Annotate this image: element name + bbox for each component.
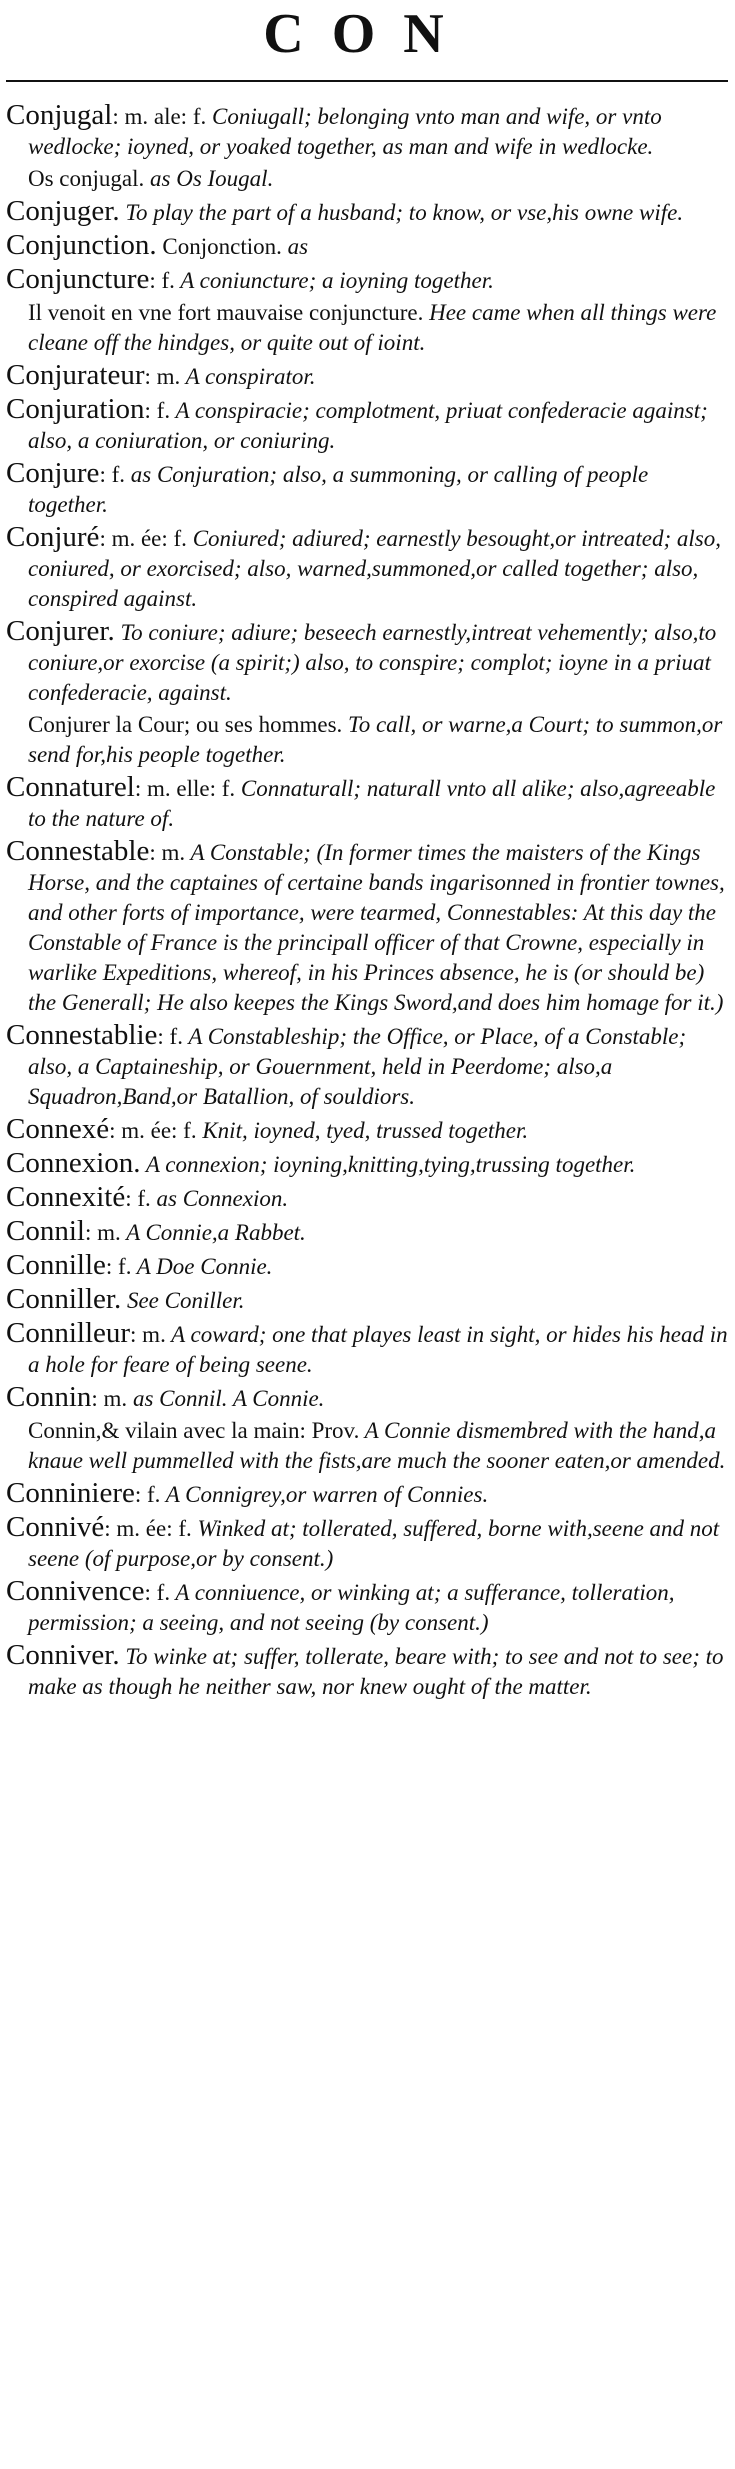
example-phrase: Conjonction. (156, 234, 282, 259)
dictionary-entry (6, 1640, 728, 1702)
example-phrase: Os conjugal. (28, 166, 145, 191)
grammar-note: : f. (105, 1254, 132, 1279)
sub-entry (6, 298, 728, 358)
dictionary-entry (6, 1478, 728, 1510)
translation: To call, or warne,a Court; to summon,or send for,his people together. (28, 712, 723, 767)
translation: A conniuence, or winking at; a sufferance, tolleration, permission; a seeing, and not seeing (by consent.) (28, 1580, 675, 1635)
translation: as Connil. A Connie. (127, 1386, 325, 1411)
translation: as Conjuration; also, a summoning, or calling of people together. (28, 462, 649, 517)
headword: Connilleur (6, 1317, 131, 1349)
grammar-note: : m. elle: f. (134, 776, 236, 801)
translation: Hee came when all things were cleane off the hindges, or quite out of ioint. (28, 300, 717, 355)
headword: Conjuncture (6, 263, 150, 295)
grammar-note: : f. (149, 268, 175, 293)
translation: as (281, 234, 309, 259)
grammar-note: : m. (149, 840, 186, 865)
entry-list (6, 100, 728, 1704)
translation: A Constableship; the Office, or Place, of a Constable; also, a Captaineship, or Gouernment, held in Peerdome; also,a Squadron,Band,or Batallion, of souldiors. (28, 1024, 687, 1109)
sub-entry (6, 164, 728, 194)
dictionary-entry (6, 100, 728, 162)
translation: A Doe Connie. (131, 1254, 273, 1279)
example-phrase: Il venoit en vne fort mauvaise conjuncture. (28, 300, 424, 325)
translation: Knit, ioyned, tyed, trussed together. (196, 1118, 529, 1143)
dictionary-entry (6, 1114, 728, 1146)
translation: A conspirator. (180, 364, 316, 389)
headword: Connivence (6, 1575, 145, 1607)
dictionary-entry (6, 1284, 728, 1316)
headword: Connexion. (6, 1147, 141, 1179)
dictionary-entry (6, 1020, 728, 1112)
sub-entry (6, 710, 728, 770)
headword: Connivé (6, 1511, 105, 1543)
headword: Conjunction. (6, 229, 157, 261)
dictionary-entry (6, 772, 728, 834)
headword: Conjurer. (6, 615, 115, 647)
headword: Connestable (6, 835, 150, 867)
header-rule (6, 80, 728, 82)
translation: A Constable; (In former times the maisters of the Kings Horse, and the captaines of certaine bands ingarisonned in frontier townes, and other forts of importance, were tearmed, Connestables: At this day the Constable of France is the principall officer of that Crowne, especially in warlike Expeditions, whereof, in his Princes absence, he is (or should be) the Generall; He also keepes the Kings Sword,and does him homage for it.) (28, 840, 725, 1015)
headword: Conniver. (6, 1639, 120, 1671)
translation: A Connie,a Rabbet. (120, 1220, 306, 1245)
translation: Coniugall; belonging vnto man and wife, or vnto wedlocke; ioyned, or yoaked together, as man and wife in wedlocke. (28, 104, 662, 159)
dictionary-entry (6, 616, 728, 708)
dictionary-entry (6, 196, 728, 228)
translation: To winke at; suffer, tollerate, beare with; to see and not to see; to make as though he neither saw, nor knew ought of the matter. (28, 1644, 724, 1699)
dictionary-entry (6, 1182, 728, 1214)
dictionary-entry (6, 1250, 728, 1282)
grammar-note: : m. ée: f. (99, 526, 187, 551)
grammar-note: : f. (99, 462, 125, 487)
translation: A coniuncture; a ioyning together. (174, 268, 494, 293)
headword: Connestablie (6, 1019, 158, 1051)
dictionary-entry (6, 1318, 728, 1380)
grammar-note: : m. (144, 364, 181, 389)
headword: Connexité (6, 1181, 126, 1213)
dictionary-entry (6, 1382, 728, 1414)
grammar-note: : m. ée: f. (104, 1516, 192, 1541)
headword: Connaturel (6, 771, 135, 803)
grammar-note: : m. ale: f. (112, 104, 207, 129)
example-phrase: Conjurer la Cour; ou ses hommes. (28, 712, 343, 737)
example-phrase: Connin,& vilain avec la main: (28, 1418, 306, 1443)
headword: Conjuger. (6, 195, 120, 227)
translation: See Coniller. (121, 1288, 245, 1313)
headword: Conjuration (6, 393, 145, 425)
translation: To play the part of a husband; to know, or vse,his owne wife. (119, 200, 684, 225)
dictionary-entry (6, 1512, 728, 1574)
headword: Connil (6, 1215, 85, 1247)
grammar-note: Prov. (305, 1418, 360, 1443)
dictionary-entry (6, 836, 728, 1018)
grammar-note: : m. (84, 1220, 121, 1245)
headword: Conjure (6, 457, 100, 489)
grammar-note: : m. ée: f. (109, 1118, 197, 1143)
translation: A Connie dismembred with the hand,a knaue well pummelled with the fists,are much the sooner eaten,or amended. (28, 1418, 726, 1473)
translation: A connexion; ioyning,knitting,tying,trussing together. (140, 1152, 636, 1177)
dictionary-entry (6, 230, 728, 262)
headword: Conjurateur (6, 359, 145, 391)
grammar-note: : f. (144, 1580, 171, 1605)
translation: A conspiracie; complotment, priuat confederacie against; also, a coniuration, or coniuring. (28, 398, 708, 453)
grammar-note: : f. (144, 398, 171, 423)
dictionary-entry (6, 1148, 728, 1180)
grammar-note: : m. (91, 1386, 128, 1411)
translation: To coniure; adiure; beseech earnestly,intreat vehemently; also,to coniure,or exorcise (a spirit;) also, to conspire; complot; ioyne in a priuat confederacie, against. (28, 620, 717, 705)
dictionary-entry (6, 360, 728, 392)
headword: Conniller. (6, 1283, 122, 1315)
grammar-note: : f. (157, 1024, 183, 1049)
dictionary-entry (6, 1216, 728, 1248)
dictionary-entry (6, 394, 728, 456)
page-header: CON (263, 3, 472, 65)
headword: Conjuré (6, 521, 100, 553)
translation: as Os Iougal. (144, 166, 274, 191)
grammar-note: : m. (130, 1322, 166, 1347)
headword: Conniniere (6, 1477, 135, 1509)
translation: Connaturall; naturall vnto all alike; also,agreeable to the nature of. (28, 776, 716, 831)
translation: as Connexion. (150, 1186, 289, 1211)
headword: Conjugal (6, 99, 113, 131)
dictionary-entry (6, 1576, 728, 1638)
grammar-note: : f. (125, 1186, 151, 1211)
dictionary-entry (6, 264, 728, 296)
translation: Coniured; adiured; earnestly besought,or intreated; also, coniured, or exorcised; also, warned,summoned,or called together; also, conspired against. (28, 526, 721, 611)
headword: Connin (6, 1381, 92, 1413)
headword: Connexé (6, 1113, 110, 1145)
grammar-note: : f. (134, 1482, 161, 1507)
translation: A coward; one that playes least in sight, or hides his head in a hole for feare of being seene. (28, 1322, 728, 1377)
headword: Connille (6, 1249, 106, 1281)
translation: A Connigrey,or warren of Connies. (160, 1482, 489, 1507)
translation: Winked at; tollerated, suffered, borne with,seene and not seene (of purpose,or by consent.) (28, 1516, 720, 1571)
dictionary-entry (6, 522, 728, 614)
dictionary-entry (6, 458, 728, 520)
sub-entry (6, 1416, 728, 1476)
